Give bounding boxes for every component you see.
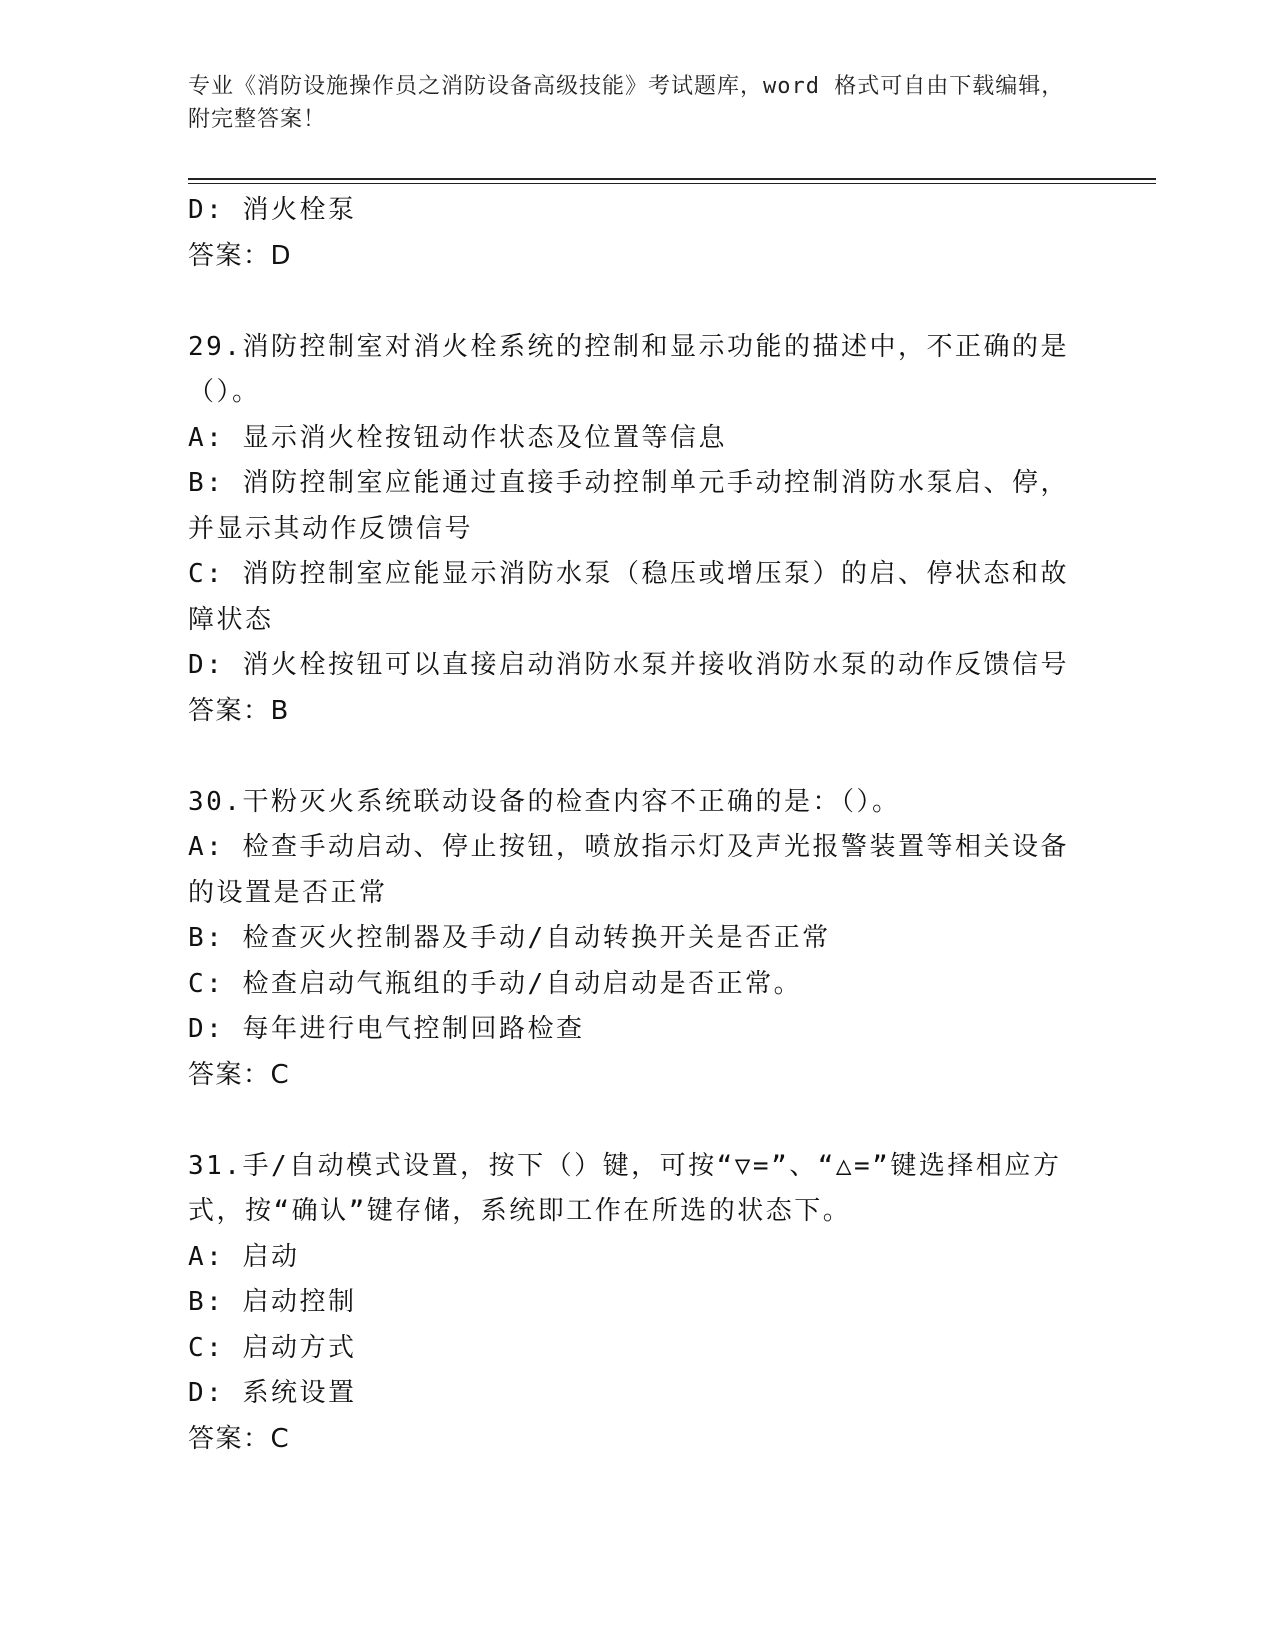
question-stem: 31.手/自动模式设置，按下（）键，可按“▽=”、“△=”键选择相应方式，按“确认”键存储，系统即工作在所选的状态下。: [188, 1150, 1062, 1226]
question-answer: 答案：C: [188, 1059, 291, 1090]
header-rule-thin: [188, 183, 1156, 184]
document-header-note: 专业《消防设施操作员之消防设备高级技能》考试题库，word 格式可自由下载编辑，附完整答案！: [188, 74, 1065, 132]
question-option-a: A: 显示消火栓按钮动作状态及位置等信息: [188, 422, 727, 453]
spacer: [188, 279, 1078, 325]
header-rule-thick: [188, 178, 1156, 180]
question-option-a: A: 检查手动启动、停止按钮，喷放指示灯及声光报警装置等相关设备的设置是否正常: [188, 832, 1069, 908]
question-option-d: D: 消火栓按钮可以直接启动消防水泵并接收消防水泵的动作反馈信号: [188, 650, 1069, 680]
question-option-d: D: 每年进行电气控制回路检查: [188, 1014, 585, 1044]
question-option-c: C: 检查启动气瓶组的手动/自动启动是否正常。: [188, 968, 803, 999]
question-stem: 30.干粉灭火系统联动设备的检查内容不正确的是：（）。: [188, 786, 901, 817]
question-list: [188, 188, 1078, 1462]
question-answer: 答案：C: [188, 1423, 291, 1454]
question-29: [188, 325, 1078, 735]
question-option-b: B: 检查灭火控制器及手动/自动转换开关是否正常: [188, 923, 831, 953]
question-stem: 29.消防控制室对消火栓系统的控制和显示功能的描述中，不正确的是（）。: [188, 331, 1069, 407]
question-30: [188, 780, 1078, 1099]
question-31: [188, 1144, 1078, 1463]
question-option-b: B: 消防控制室应能通过直接手动控制单元手动控制消防水泵启、停，并显示其动作反馈信号: [188, 468, 1069, 544]
prev-question-answer: 答案：D: [188, 240, 293, 271]
question-answer: 答案：B: [188, 695, 290, 726]
question-option-c: C: 启动方式: [188, 1332, 357, 1363]
question-option-c: C: 消防控制室应能显示消防水泵（稳压或增压泵）的启、停状态和故障状态: [188, 559, 1069, 635]
question-option-d: D: 系统设置: [188, 1378, 357, 1408]
question-option-a: A: 启动: [188, 1241, 300, 1272]
prev-question-option-d: D: 消火栓泵: [188, 195, 357, 225]
spacer: [188, 1098, 1078, 1144]
spacer: [188, 734, 1078, 780]
question-option-b: B: 启动控制: [188, 1287, 357, 1317]
